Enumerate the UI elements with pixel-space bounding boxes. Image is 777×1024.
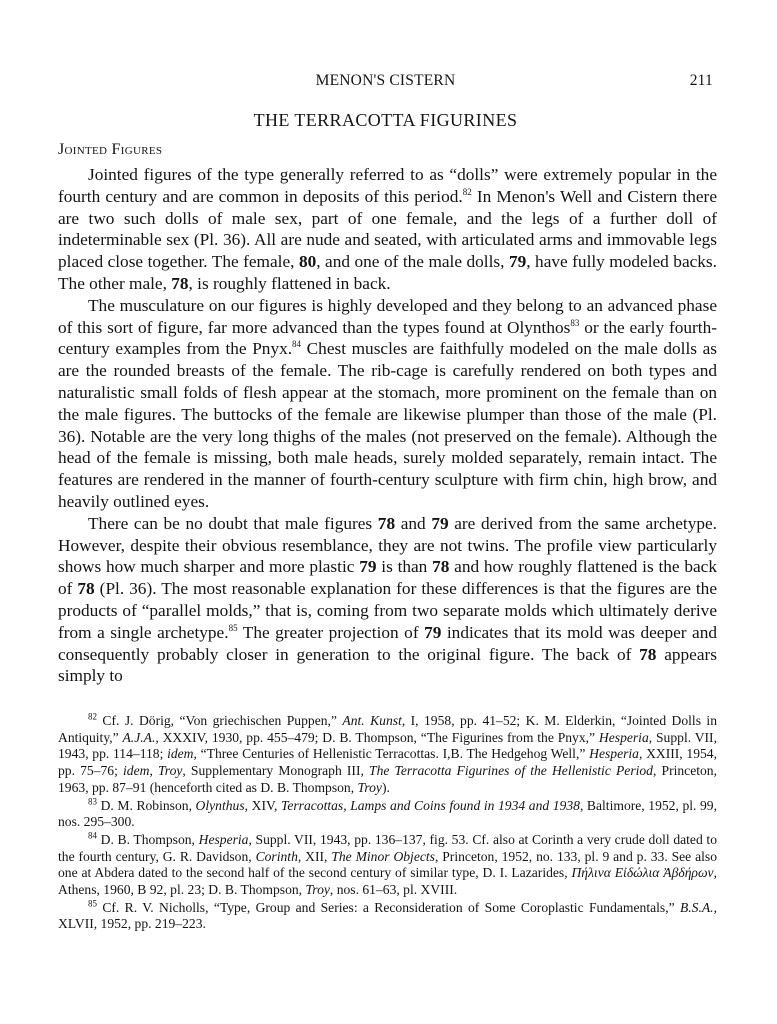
catalogue-number: 78 xyxy=(639,644,657,664)
italic-run: Terracottas, Lamps and Coins found in 1934 and 1938 xyxy=(281,797,580,813)
text-run: Cf. R. V. Nicholls, “Type, Group and Series: a Reconsideration of Some Coroplastic Fundamentals,” xyxy=(97,899,680,915)
text-run: The musculature on our figures is highly developed and they belong to an advanced phase of this sort of figure, far more advanced than the types found at Olynthos xyxy=(58,295,717,337)
body-text xyxy=(58,164,717,687)
text-run: , XLVII, 1952, pp. 219–223. xyxy=(58,899,717,932)
text-run: , Princeton, 1963, pp. 87–91 (henceforth cited as D. B. Thompson, xyxy=(58,763,718,795)
italic-run: Hesperia xyxy=(589,746,639,762)
italic-run: Corinth xyxy=(255,848,298,864)
footnote-84 xyxy=(58,832,717,899)
text-run: , Baltimore, 1952, pl. 99, nos. 295–300. xyxy=(58,797,717,830)
footnote-number: 84 xyxy=(88,830,97,841)
text-run: or the early fourth-century examples from the Pnyx. xyxy=(58,317,717,359)
text-run: , I, 1958, pp. 41–52; K. M. Elderkin, “Jointed Dolls in Antiquity,” xyxy=(58,713,718,745)
italic-run: B.S.A. xyxy=(679,899,714,915)
paragraph-2 xyxy=(58,295,717,513)
footnote-ref-85: 85 xyxy=(228,622,238,633)
running-title: MENON'S CISTERN xyxy=(315,72,456,89)
running-head xyxy=(58,72,713,96)
text-run: and xyxy=(395,513,432,533)
paragraph-3 xyxy=(58,513,717,687)
footnote-ref-83: 83 xyxy=(570,317,580,328)
catalogue-number: 78 xyxy=(432,557,450,577)
catalogue-number: 78 xyxy=(77,579,95,599)
text-run: , “Three Centuries of Hellenistic Terracottas. I,B. The Hedgehog Well,” xyxy=(193,746,590,762)
text-run: indicates that its mold was deeper and consequently probably closer in generation to the original figure. The back of xyxy=(58,622,718,664)
text-run: and how roughly flattened is the back of xyxy=(58,557,717,599)
text-run: , Athens, 1960, B 92, pl. 23; D. B. Thompson, xyxy=(58,865,717,898)
text-run: , Suppl. VII, 1943, pp. 114–118; xyxy=(58,729,717,762)
italic-run: The Minor Objects xyxy=(331,848,435,864)
footnote-number: 85 xyxy=(88,898,97,909)
italic-run: Troy xyxy=(157,763,183,779)
italic-run: Πήλινα Εἰδώλια Ἀβδήρων xyxy=(571,865,714,881)
catalogue-number: 79 xyxy=(431,513,449,533)
italic-run: The Terracotta Figurines of the Hellenistic Period xyxy=(369,763,653,779)
text-run: , Supplementary Monograph III, xyxy=(182,763,370,779)
italic-run: Troy xyxy=(305,882,330,898)
paragraph-1 xyxy=(58,164,717,295)
catalogue-number: 78 xyxy=(377,513,396,533)
text-run: , have fully modeled backs. The other male, xyxy=(58,252,717,293)
italic-run: Olynthus xyxy=(195,797,245,813)
footnote-number: 83 xyxy=(88,795,97,806)
text-run: , XXIII, 1954, pp. 75–76; xyxy=(58,746,717,779)
italic-run: Troy xyxy=(357,779,382,795)
text-run: D. M. Robinson, xyxy=(97,797,196,813)
italic-run: A.J.A. xyxy=(122,729,156,745)
text-run: , xyxy=(149,763,158,779)
text-run: The greater projection of xyxy=(237,622,425,642)
text-run: , Princeton, 1952, no. 133, pl. 9 and p. 33. See also one at Abdera dated to the second half of the second century of similar type, D. I. Lazarides, xyxy=(58,848,717,881)
footnote-ref-82: 82 xyxy=(462,187,472,198)
italic-run: Ant. Kunst xyxy=(342,713,402,728)
text-run: (Pl. 36). The most reasonable explanation for these differences is that the figures are the products of “parallel molds,” that is, coming from two separate molds which ultimately derive from a single archetype. xyxy=(58,579,717,642)
text-run: , and one of the male dolls, xyxy=(316,252,509,272)
text-run: , is roughly flattened in back. xyxy=(188,273,391,293)
text-run: There can be no doubt that male figures xyxy=(88,513,378,533)
italic-run: idem xyxy=(123,763,150,779)
text-run: , XII, xyxy=(297,848,332,864)
footnote-number: 82 xyxy=(88,711,97,722)
catalogue-number: 79 xyxy=(359,557,377,577)
section-title: THE TERRACOTTA FIGURINES xyxy=(253,110,518,130)
footnotes xyxy=(58,713,717,933)
text-run: are derived from the same archetype. However, despite their obvious resemblance, they are not twins. The profile view particularly shows how much sharper and more plastic xyxy=(58,513,718,577)
text-run: appears simply to xyxy=(58,644,717,686)
text-run: In Menon's Well and Cistern there are two such dolls of male sex, part of one female, and the legs of a further doll of indeterminable sex (Pl. 36). All are nude and seated, with articulated arms and immovable legs placed close together. The female, xyxy=(58,186,717,272)
italic-run: idem xyxy=(167,746,194,762)
italic-run: Hesperia xyxy=(198,831,249,847)
text-run: Jointed figures of the type generally referred to as “dolls” were extremely popular in the fourth century and are common in deposits of this period. xyxy=(58,165,717,206)
subsection-title: Jointed Figures xyxy=(58,141,163,158)
footnote-85 xyxy=(58,900,717,933)
footnote-82 xyxy=(58,713,717,797)
footnote-ref-84: 84 xyxy=(292,339,302,350)
italic-run: Hesperia xyxy=(598,729,649,745)
text-run: , XXXIV, 1930, pp. 455–479; D. B. Thompson, “The Figurines from the Pnyx,” xyxy=(155,729,599,745)
catalogue-number: 78 xyxy=(171,273,189,293)
text-run: , XIV, xyxy=(244,797,282,813)
catalogue-number: 79 xyxy=(424,622,442,642)
page-number: 211 xyxy=(689,72,713,89)
footnote-83 xyxy=(58,795,717,831)
text-run: D. B. Thompson, xyxy=(97,831,199,847)
text-run: , nos. 61–63, pl. XVIII. xyxy=(329,882,458,898)
catalogue-number: 80 xyxy=(298,252,317,272)
text-run: ). xyxy=(381,779,390,795)
text-run: Chest muscles are faithfully modeled on the male dolls as are the rounded breasts of the female. The rib-cage is carefully rendered on both types and naturalistic small folds of flesh appear at the stomach, more prominent on the female than on the male figures. The buttocks of the female are likewise plumper than those of the male (Pl. 36). Notable are the very long thighs of the males (not preserved on the female). Although the head of the female is missing, both male heads, surely molded separately, remain intact. The features are rendered in the manner of fourth-century sculpture with firm chin, high brow, and heavily outlined eyes. xyxy=(58,339,717,511)
text-run: is than xyxy=(376,557,433,577)
catalogue-number: 79 xyxy=(508,252,527,272)
text-run: , Suppl. VII, 1943, pp. 136–137, fig. 53. Cf. also at Corinth a very crude doll dated to the fourth century, G. R. Davidson, xyxy=(58,831,717,864)
text-run: Cf. J. Dörig, “Von griechischen Puppen,” xyxy=(97,713,343,728)
